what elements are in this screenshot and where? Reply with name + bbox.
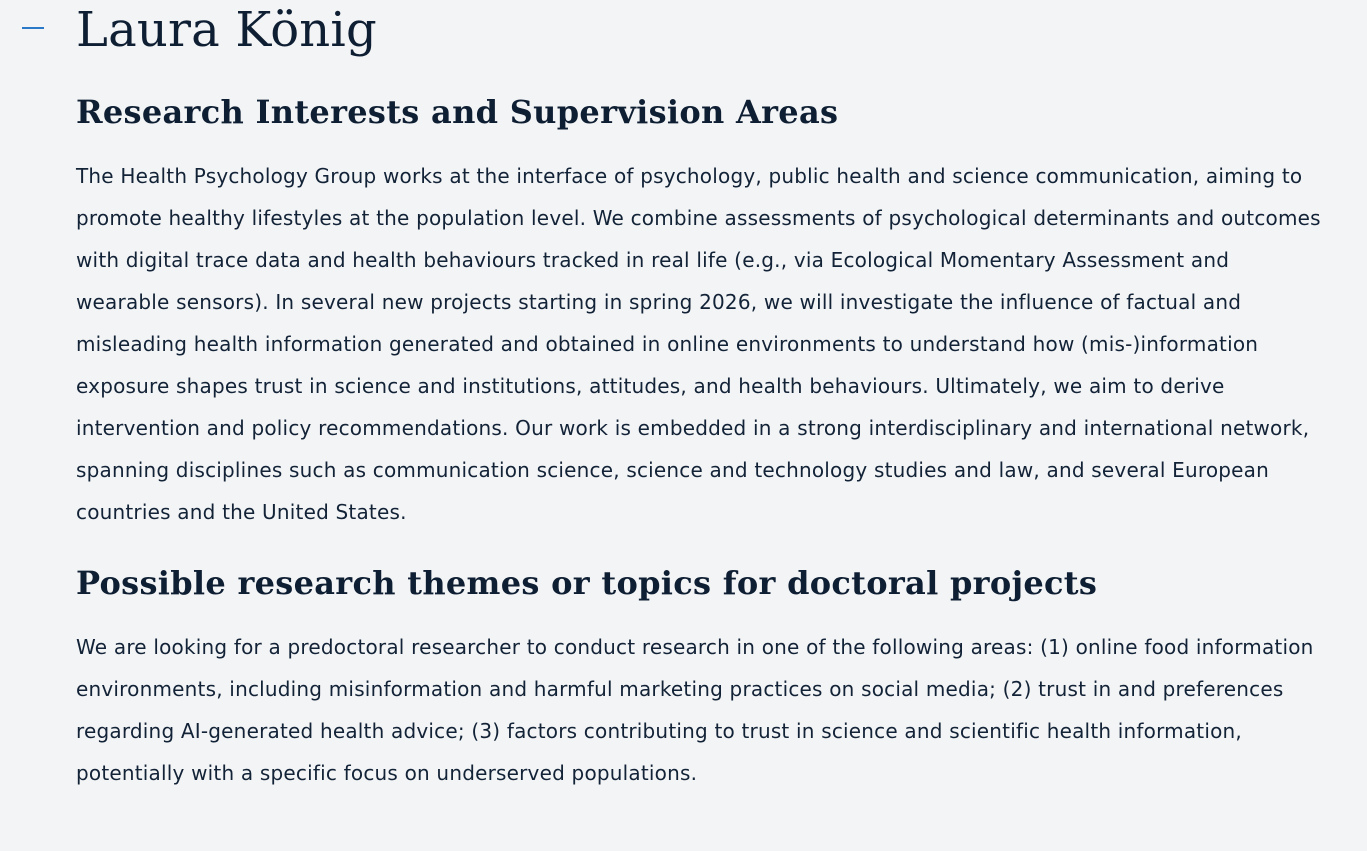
- profile-entry: [76, 0, 1326, 794]
- collapse-minus-icon[interactable]: [22, 27, 44, 29]
- research-interests-heading: Research Interests and Supervision Areas: [76, 93, 839, 131]
- research-interests-text: The Health Psychology Group works at the interface of psychology, public health and science communication, aiming to promote healthy lifestyles at the population level. We combine assessments of psychological determinants and outcomes with digital trace data and health behaviours tracked in real life (e.g., via Ecological Momentary Assessment and wearable sensors). In several new projects starting in spring 2026, we will investigate the influence of factual and misleading health information generated and obtained in online environments to understand how (mis-)information exposure shapes trust in science and institutions, attitudes, and health behaviours. Ultimately, we aim to derive intervention and policy recommendations. Our work is embedded in a strong interdisciplinary and international network, spanning disciplines such as communication science, science and technology studies and law, and several European countries and the United States.: [76, 164, 1321, 524]
- research-themes-text: We are looking for a predoctoral researcher to conduct research in one of the following areas: (1) online food information environments, including misinformation and harmful marketing practices on social media; (2) trust in and preferences regarding AI-generated health advice; (3) factors contributing to trust in science and scientific health information, potentially with a specific focus on underserved populations.: [76, 635, 1314, 785]
- person-name: Laura König: [76, 2, 377, 58]
- research-themes-heading: Possible research themes or topics for doctoral projects: [76, 564, 1098, 602]
